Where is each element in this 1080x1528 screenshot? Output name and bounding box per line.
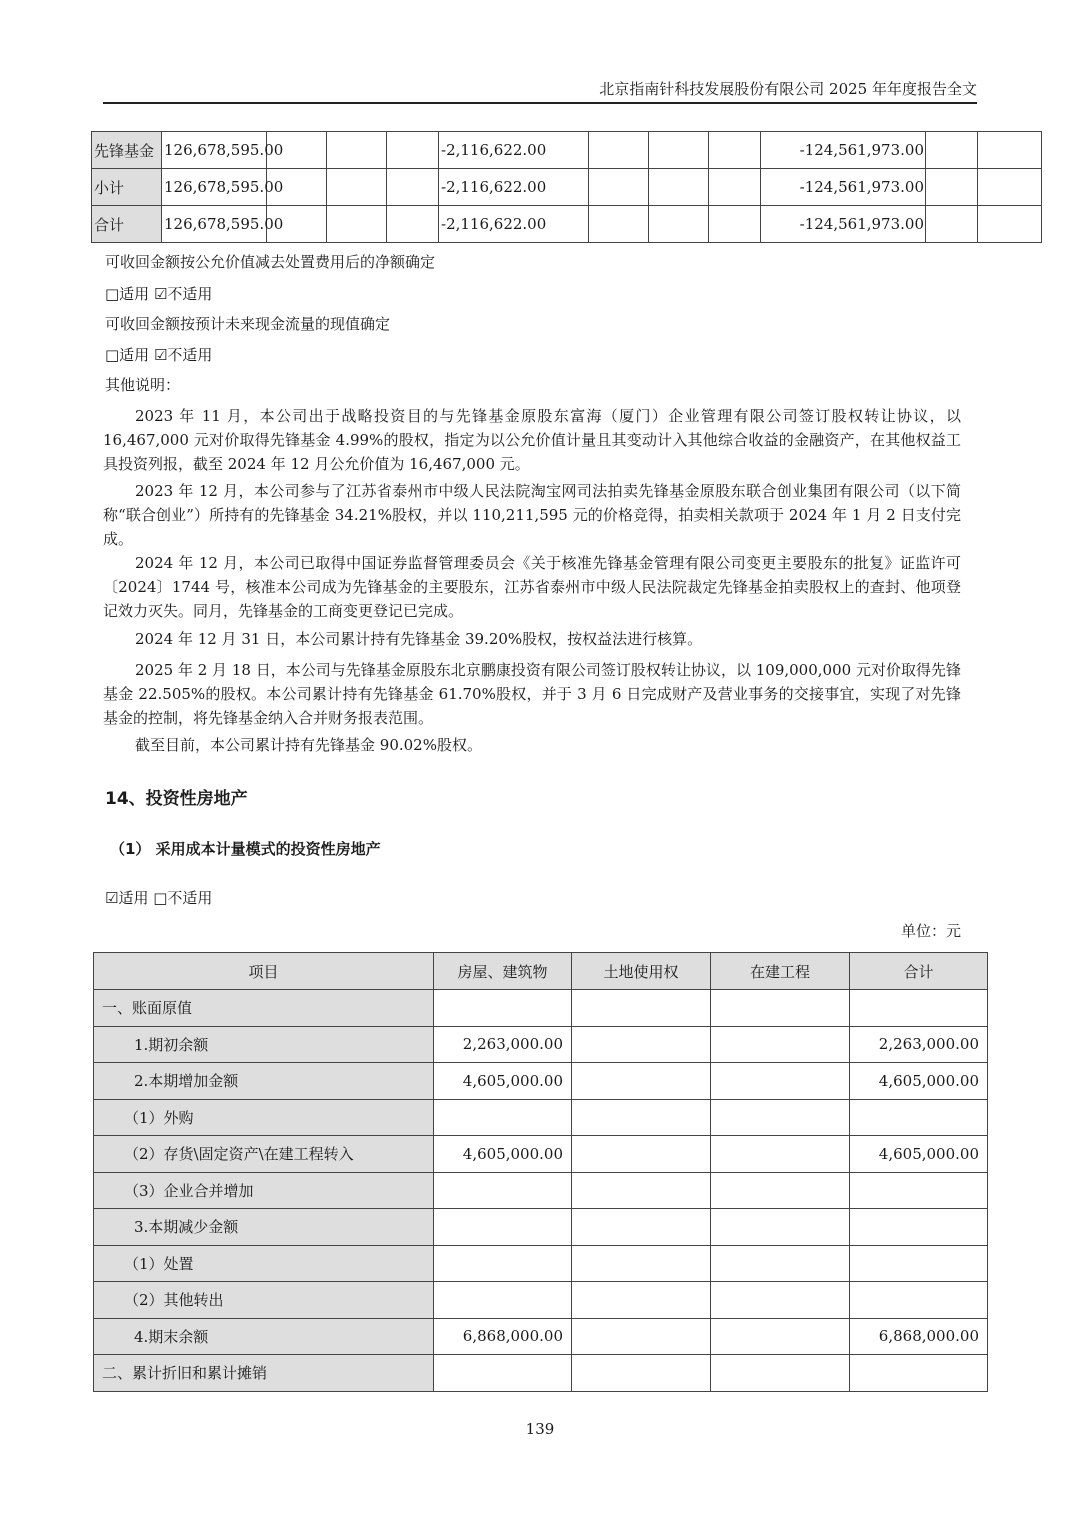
column-header: 合计 <box>850 953 988 990</box>
cell-building <box>434 1355 572 1392</box>
row-item: （3）企业合并增加 <box>94 1172 434 1209</box>
cell-land <box>572 1099 711 1136</box>
investment-property-table <box>93 952 988 1392</box>
pv-applicability: □适用 ☑不适用 <box>105 346 213 364</box>
cell-value: -124,561,973.00 <box>761 206 926 243</box>
cell-building: 4,605,000.00 <box>434 1136 572 1173</box>
cell-land <box>572 1355 711 1392</box>
table-row <box>94 1245 988 1282</box>
fair-value-note-title: 可收回金额按公允价值减去处置费用后的净额确定 <box>105 253 436 271</box>
table-row <box>94 1318 988 1355</box>
cell-building <box>434 1245 572 1282</box>
cell-value: -2,116,622.00 <box>439 206 589 243</box>
note-paragraph: 截至目前，本公司累计持有先锋基金 90.02%股权。 <box>135 736 482 754</box>
cell-construction <box>711 990 850 1027</box>
table-row <box>94 1136 988 1173</box>
table-row <box>94 1209 988 1246</box>
note-paragraph: 2025 年 2 月 18 日，本公司与先锋基金原股东北京鹏康投资有限公司签订股权转让协议，以 109,000,000 元对价取得先锋基金 22.505%的股权。本公司累计持有先锋基金 61.70%股权，并于 3 月 6 日完成财产及营业事务的交接事宜，实现了对先锋基金的控制，将先锋基金纳入合并财务报表范围。 <box>103 661 961 727</box>
cell-land <box>572 1136 711 1173</box>
table-row <box>94 1282 988 1319</box>
cell-land <box>572 1318 711 1355</box>
fair-value-applicability: □适用 ☑不适用 <box>105 285 213 303</box>
cell-value: 126,678,595.00 <box>162 206 267 243</box>
table-row <box>94 1063 988 1100</box>
note-paragraph: 2024 年 12 月，本公司已取得中国证券监督管理委员会《关于核准先锋基金管理有限公司变更主要股东的批复》证监许可〔2024〕1744 号，核准本公司成为先锋基金的主要股东，江苏省泰州市中级人民法院裁定先锋基金拍卖股权上的查封、他项登记效力灭失。同月，先锋基金的工商变更登记已完成。 <box>103 554 961 620</box>
table-row <box>94 1099 988 1136</box>
cell-value: -124,561,973.00 <box>761 132 926 169</box>
cell-construction <box>711 1245 850 1282</box>
cell-total: 4,605,000.00 <box>850 1063 988 1100</box>
cell-building: 6,868,000.00 <box>434 1318 572 1355</box>
table-row <box>94 1172 988 1209</box>
cell-construction <box>711 1282 850 1319</box>
cell-value: -2,116,622.00 <box>439 169 589 206</box>
page-number: 139 <box>525 1420 555 1438</box>
cell-total <box>850 1282 988 1319</box>
unit-label: 单位：元 <box>900 922 961 940</box>
cell-value: -124,561,973.00 <box>761 169 926 206</box>
note-paragraph: 2023 年 12 月，本公司参与了江苏省泰州市中级人民法院淘宝网司法拍卖先锋基金原股东联合创业集团有限公司（以下简称“联合创业”）所持有的先锋基金 34.21%股权，并以 110,211,595 元的价格竞得，拍卖相关款项于 2024 年 1 月 2 日支付完成。 <box>103 482 961 548</box>
row-item: （2）存货\固定资产\在建工程转入 <box>94 1136 434 1173</box>
table-row <box>94 1355 988 1392</box>
row-item: 1.期初余额 <box>94 1026 434 1063</box>
cell-building: 2,263,000.00 <box>434 1026 572 1063</box>
subsection-title: （1） 采用成本计量模式的投资性房地产 <box>110 840 381 858</box>
cell-land <box>572 1172 711 1209</box>
row-item: （2）其他转出 <box>94 1282 434 1319</box>
row-item: 二、累计折旧和累计摊销 <box>94 1355 434 1392</box>
cell-total <box>850 1355 988 1392</box>
note-paragraph: 2023 年 11 月，本公司出于战略投资目的与先锋基金原股东富海（厦门）企业管理有限公司签订股权转让协议，以 16,467,000 元对价取得先锋基金 4.99%的股权，指定为以公允价值计量且其变动计入其他综合收益的金融资产，在其他权益工具投资列报，截至 2024 年 12 月公允价值为 16,467,000 元。 <box>103 407 961 473</box>
cell-land <box>572 990 711 1027</box>
table-row <box>92 169 1042 206</box>
cell-total: 6,868,000.00 <box>850 1318 988 1355</box>
cell-value: 126,678,595.00 <box>162 169 267 206</box>
column-header: 在建工程 <box>711 953 850 990</box>
table-row <box>92 132 1042 169</box>
cell-building <box>434 1282 572 1319</box>
other-notes-title: 其他说明： <box>105 376 181 394</box>
cell-value: 126,678,595.00 <box>162 132 267 169</box>
note-paragraph: 2024 年 12 月 31 日，本公司累计持有先锋基金 39.20%股权，按权益法进行核算。 <box>135 630 703 648</box>
row-item: 4.期末余额 <box>94 1318 434 1355</box>
row-item: （1）外购 <box>94 1099 434 1136</box>
cell-land <box>572 1245 711 1282</box>
section-applicability: ☑适用 □不适用 <box>105 889 213 907</box>
cell-value: -2,116,622.00 <box>439 132 589 169</box>
column-header: 土地使用权 <box>572 953 711 990</box>
row-label: 小计 <box>92 169 162 206</box>
table-header-row <box>94 953 988 990</box>
header-divider <box>103 102 977 104</box>
cell-building <box>434 1209 572 1246</box>
cell-land <box>572 1026 711 1063</box>
cell-construction <box>711 1026 850 1063</box>
cell-construction <box>711 1209 850 1246</box>
cell-building <box>434 990 572 1027</box>
row-label: 合计 <box>92 206 162 243</box>
cell-construction <box>711 1355 850 1392</box>
cell-total <box>850 990 988 1027</box>
row-label: 先锋基金 <box>92 132 162 169</box>
cell-total <box>850 1209 988 1246</box>
table-row <box>94 1026 988 1063</box>
cell-total <box>850 1172 988 1209</box>
row-item: 2.本期增加金额 <box>94 1063 434 1100</box>
section-title: 14、投资性房地产 <box>105 789 248 809</box>
cell-construction <box>711 1099 850 1136</box>
column-header: 项目 <box>94 953 434 990</box>
cell-construction <box>711 1136 850 1173</box>
cell-land <box>572 1209 711 1246</box>
row-item: 3.本期减少金额 <box>94 1209 434 1246</box>
report-header-title: 北京指南针科技发展股份有限公司 2025 年年度报告全文 <box>599 80 977 98</box>
cell-total <box>850 1245 988 1282</box>
table-row <box>94 990 988 1027</box>
row-item: 一、账面原值 <box>94 990 434 1027</box>
cell-construction <box>711 1172 850 1209</box>
cell-construction <box>711 1318 850 1355</box>
cell-land <box>572 1282 711 1319</box>
cell-total <box>850 1099 988 1136</box>
column-header: 房屋、建筑物 <box>434 953 572 990</box>
cell-land <box>572 1063 711 1100</box>
cell-total: 2,263,000.00 <box>850 1026 988 1063</box>
table-row <box>92 206 1042 243</box>
cell-building <box>434 1172 572 1209</box>
cell-building: 4,605,000.00 <box>434 1063 572 1100</box>
cell-total: 4,605,000.00 <box>850 1136 988 1173</box>
row-item: （1）处置 <box>94 1245 434 1282</box>
pv-note-title: 可收回金额按预计未来现金流量的现值确定 <box>105 315 391 333</box>
cell-construction <box>711 1063 850 1100</box>
cell-building <box>434 1099 572 1136</box>
impairment-table <box>91 131 1042 243</box>
